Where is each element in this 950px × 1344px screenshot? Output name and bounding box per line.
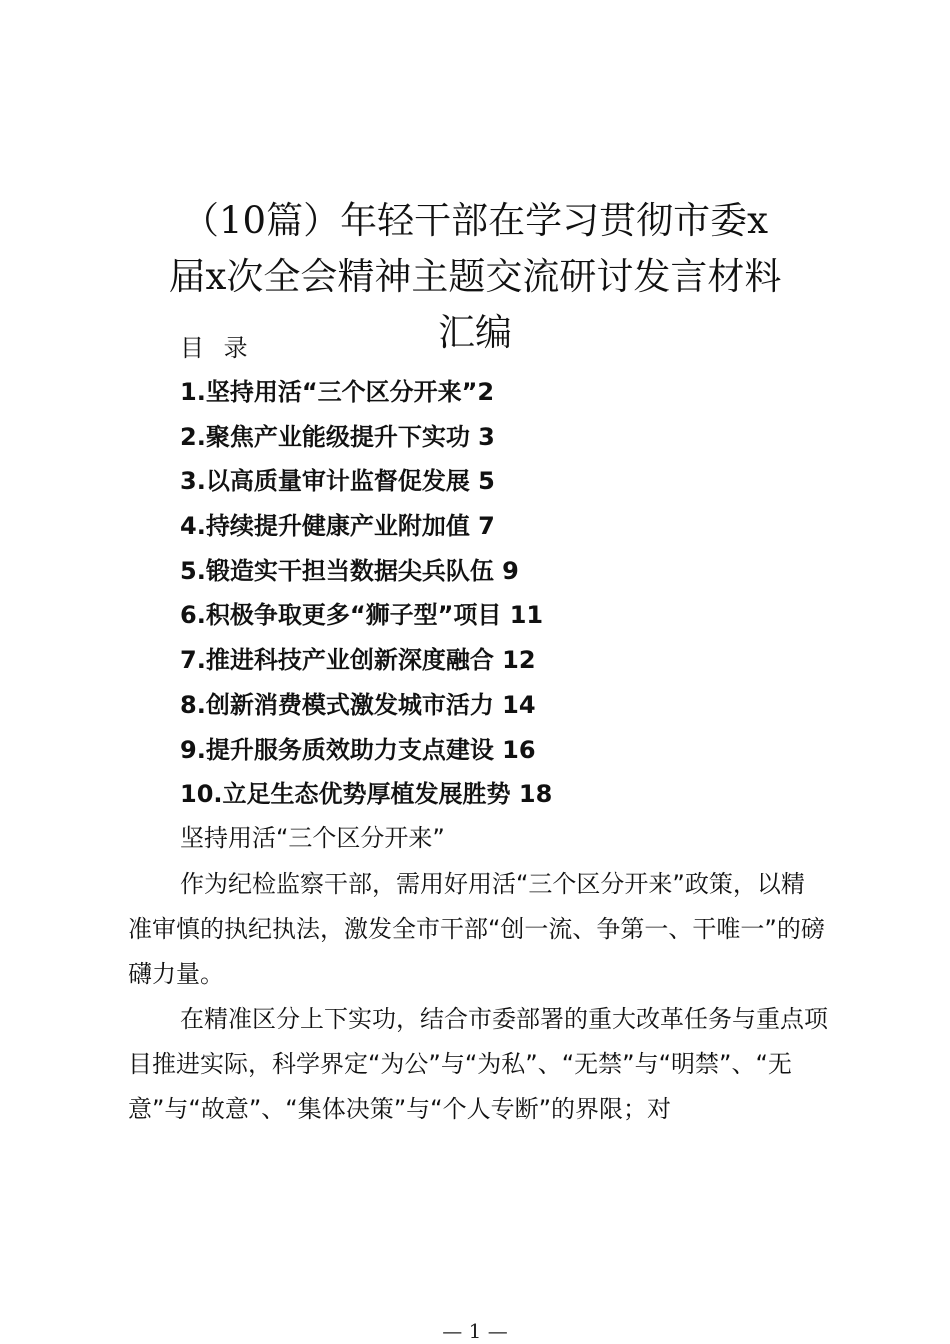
toc-item[interactable]: 8.创新消费模式激发城市活力 14 <box>180 690 536 719</box>
page-number: — 1 — <box>442 1319 508 1343</box>
toc-item[interactable]: 9.提升服务质效助力支点建设 16 <box>180 735 536 764</box>
table-of-contents <box>180 374 552 821</box>
title-line: （10篇）年轻干部在学习贯彻市委x <box>182 198 768 242</box>
body-paragraph: 作为纪检监察干部，需用好用活“三个区分开来”政策，以精准审慎的执纪执法，激发全市干部“创一流、争第一、干唯一”的磅礴力量。 <box>128 870 825 988</box>
toc-item[interactable]: 5.锻造实干担当数据尖兵队伍 9 <box>180 556 519 585</box>
title-line: 汇编 <box>438 310 512 354</box>
toc-item[interactable]: 1.坚持用活“三个区分开来”2 <box>180 378 495 406</box>
toc-item[interactable]: 10.立足生态优势厚植发展胜势 18 <box>180 780 553 809</box>
body-paragraph: 在精准区分上下实功，结合市委部署的重大改革任务与重点项目推进实际，科学界定“为公”与“为私”、“无禁”与“明禁”、“无意”与“故意”、“集体决策”与“个人专断”的界限；对 <box>128 1005 828 1123</box>
toc-heading: 目 录 <box>180 334 254 362</box>
toc-item[interactable]: 7.推进科技产业创新深度融合 12 <box>180 646 536 675</box>
toc-item[interactable]: 6.积极争取更多“狮子型”项目 11 <box>180 601 544 630</box>
toc-item[interactable]: 3.以高质量审计监督促发展 5 <box>180 467 495 496</box>
toc-item[interactable]: 2.聚焦产业能级提升下实功 3 <box>180 422 495 451</box>
title-line: 届x次全会精神主题交流研讨发言材料 <box>168 254 782 298</box>
toc-item[interactable]: 4.持续提升健康产业附加值 7 <box>180 512 495 541</box>
section-title: 坚持用活“三个区分开来” <box>180 824 445 852</box>
